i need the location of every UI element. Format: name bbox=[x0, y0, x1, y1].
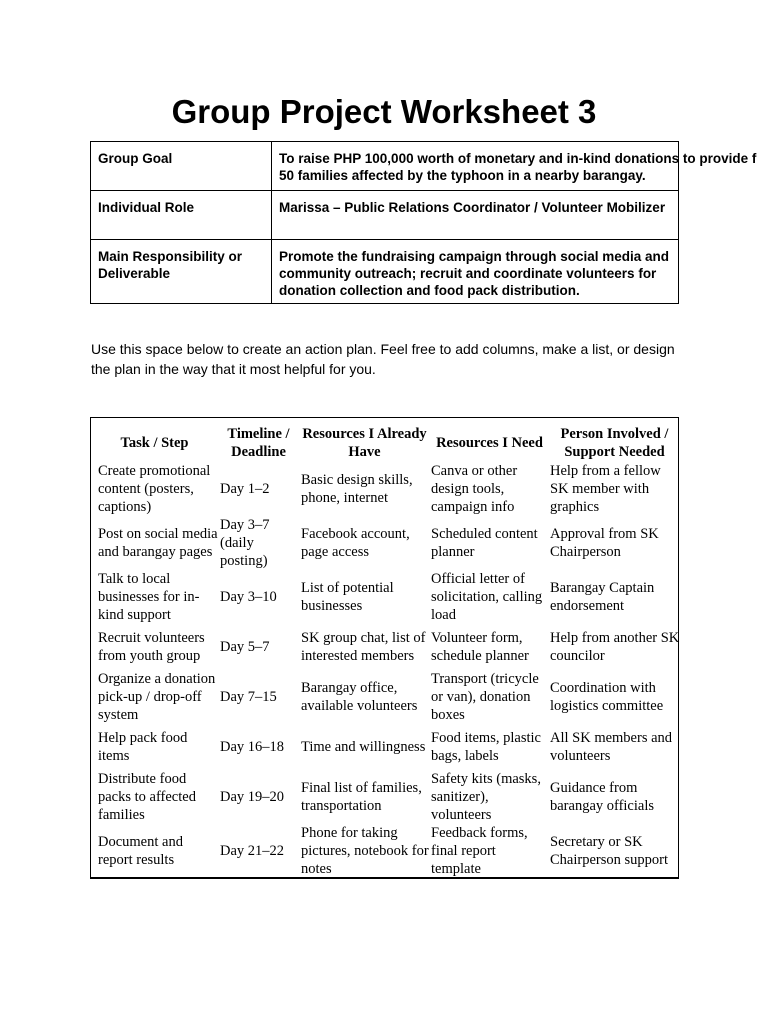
table-cell: Canva or other design tools, campaign info bbox=[431, 463, 518, 515]
table-cell: Approval from SK Chairperson bbox=[550, 526, 659, 560]
column-header: Resources I Need bbox=[436, 435, 543, 451]
info-row-group-goal bbox=[91, 142, 679, 191]
column-header: Person Involved / Support Needed bbox=[560, 426, 669, 460]
table-cell: Help from a fellow SK member with graphics bbox=[550, 463, 661, 515]
table-cell: Day 3–7 (daily posting) bbox=[220, 517, 270, 569]
table-cell: Talk to local businesses for in-kind support bbox=[98, 571, 200, 623]
action-plan-box bbox=[90, 417, 679, 879]
table-cell: Scheduled content planner bbox=[431, 526, 538, 560]
table-cell: All SK members and volunteers bbox=[550, 730, 673, 764]
page-title: Group Project Worksheet 3 bbox=[171, 93, 597, 130]
info-value: Promote the fundraising campaign through social media and community outreach; recruit and coordinate volunteers for donation collection and food pack distribution. bbox=[272, 240, 679, 304]
table-cell: Create promotional content (posters, captions) bbox=[98, 463, 211, 515]
table-cell: Feedback forms, final report template bbox=[431, 825, 528, 877]
table-cell: Safety kits (masks, sanitizer), volunteers bbox=[431, 771, 541, 823]
column-header: Task / Step bbox=[120, 435, 189, 451]
info-label: Main Responsibility or Deliverable bbox=[91, 240, 272, 304]
table-cell: List of potential businesses bbox=[301, 580, 394, 614]
table-cell: Facebook account, page access bbox=[301, 526, 410, 560]
info-label: Individual Role bbox=[91, 191, 272, 240]
table-cell: Help pack food items bbox=[98, 730, 188, 764]
table-cell: Day 7–15 bbox=[220, 689, 277, 705]
table-cell: Recruit volunteers from youth group bbox=[98, 630, 205, 664]
table-cell: Food items, plastic bags, labels bbox=[431, 730, 541, 764]
table-row bbox=[91, 516, 680, 570]
info-row-main-responsibility bbox=[91, 240, 679, 304]
table-cell: Transport (tricycle or van), donation boxes bbox=[431, 671, 539, 723]
column-header: Timeline / Deadline bbox=[227, 426, 290, 460]
table-row bbox=[91, 824, 680, 878]
table-cell: Coordination with logistics committee bbox=[550, 680, 664, 714]
table-cell: SK group chat, list of interested members bbox=[301, 630, 426, 664]
table-cell: Post on social media and barangay pages bbox=[98, 526, 218, 560]
table-cell: Basic design skills, phone, internet bbox=[301, 472, 413, 506]
table-cell: Day 3–10 bbox=[220, 589, 277, 605]
column-header: Resources I Already Have bbox=[302, 426, 427, 460]
info-label: Group Goal bbox=[91, 142, 272, 191]
table-row bbox=[91, 724, 680, 770]
table-cell: Phone for taking pictures, notebook for notes bbox=[301, 825, 429, 877]
table-row bbox=[91, 462, 680, 516]
table-cell: Secretary or SK Chairperson support bbox=[550, 834, 668, 868]
table-cell: Final list of families, transportation bbox=[301, 780, 422, 814]
action-plan-table bbox=[91, 418, 680, 878]
table-cell: Barangay Captain endorsement bbox=[550, 580, 655, 614]
info-value bbox=[272, 142, 757, 191]
group-goal-line-2: 50 families affected by the typhoon in a nearby barangay. bbox=[279, 168, 646, 183]
table-cell: Official letter of solicitation, calling load bbox=[431, 571, 543, 623]
table-row bbox=[91, 570, 680, 624]
table-cell: Volunteer form, schedule planner bbox=[431, 630, 529, 664]
table-header-row bbox=[91, 418, 680, 462]
table-row bbox=[91, 624, 680, 670]
info-value: Marissa – Public Relations Coordinator / Volunteer Mobilizer bbox=[272, 191, 679, 240]
table-row bbox=[91, 770, 680, 824]
table-cell: Help from another SK councilor bbox=[550, 630, 680, 664]
table-cell: Day 21–22 bbox=[220, 843, 285, 859]
table-cell: Organize a donation pick-up / drop-off system bbox=[98, 671, 216, 723]
table-cell: Distribute food packs to affected families bbox=[98, 771, 196, 823]
table-cell: Day 5–7 bbox=[220, 639, 270, 655]
info-row-individual-role bbox=[91, 191, 679, 240]
table-cell: Day 19–20 bbox=[220, 789, 285, 805]
table-cell: Day 16–18 bbox=[220, 739, 285, 755]
group-goal-line-1: To raise PHP 100,000 worth of monetary and in-kind donations to provide f bbox=[279, 151, 757, 166]
table-cell: Barangay office, available volunteers bbox=[301, 680, 418, 714]
instructions-text: Use this space below to create an action plan. Feel free to add columns, make a list, or design the plan in the way that it most helpful for you. bbox=[91, 341, 675, 377]
table-cell: Guidance from barangay officials bbox=[550, 780, 655, 814]
table-row bbox=[91, 670, 680, 724]
table-cell: Day 1–2 bbox=[220, 481, 270, 497]
project-info-table bbox=[90, 141, 757, 304]
table-cell: Document and report results bbox=[98, 834, 183, 868]
table-cell: Time and willingness bbox=[301, 739, 426, 755]
